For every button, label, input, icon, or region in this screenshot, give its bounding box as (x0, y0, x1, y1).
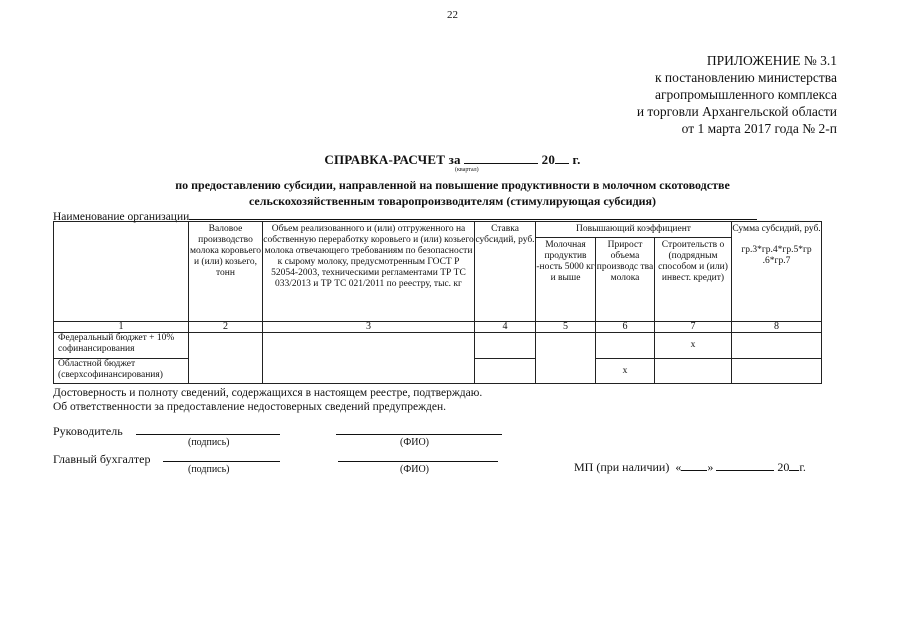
document-title (0, 151, 905, 168)
title-year: 20 (541, 152, 556, 167)
signature-caption: (подпись) (188, 437, 230, 448)
stamp-prefix: МП (при наличии) « (574, 460, 682, 474)
confirmation-text (53, 386, 482, 414)
appendix-block (637, 52, 837, 137)
head-name-line (336, 434, 502, 435)
appendix-line: от 1 марта 2017 года № 2-п (681, 121, 837, 136)
header-production-growth: Прирост объема производс тва молока (596, 238, 655, 322)
appendix-line: и торговли Архангельской области (636, 104, 837, 119)
name-caption: (ФИО) (400, 464, 430, 475)
cell-col5 (536, 333, 596, 384)
column-number: 4 (475, 322, 536, 333)
head-signature-line (136, 434, 280, 435)
header-coefficient-group: Повышающий коэффициент (536, 222, 732, 238)
document-subtitle (0, 177, 905, 209)
subsidy-sum-title: Сумма субсидий, руб. (732, 224, 821, 234)
column-number: 8 (732, 322, 822, 333)
accountant-signature-line (163, 461, 280, 462)
row-regional-budget: Областной бюджет (сверхсофинансирования) (54, 359, 189, 384)
subsidy-sum-formula: гр.3*гр.4*гр.5*гр .6*гр.7 (741, 245, 812, 266)
quarter-blank (464, 151, 538, 164)
appendix-line: к постановлению министерства (654, 70, 837, 85)
head-label: Руководитель (53, 424, 123, 438)
signature-caption: (подпись) (188, 464, 230, 475)
page-number: 22 (447, 9, 458, 21)
column-number: 2 (189, 322, 263, 333)
cell-regional-col4 (475, 359, 536, 384)
header-row-label (54, 222, 189, 322)
column-number: 6 (596, 322, 655, 333)
year-blank (555, 151, 569, 164)
quarter-note: (квартал) (455, 167, 479, 173)
accountant-label: Главный бухгалтер (53, 452, 151, 466)
header-gross-production: Валовое производство молока коровьего и (или) козьего, тонн (189, 222, 263, 322)
header-subsidy-rate: Ставка субсидий, руб. (475, 222, 536, 322)
header-milk-productivity: Молочная продуктив -ность 5000 кг и выше (536, 238, 596, 322)
stamp-suffix: г. (799, 460, 806, 474)
name-caption: (ФИО) (400, 437, 430, 448)
cell-federal-col4 (475, 333, 536, 359)
subtitle-line: по предоставлению субсидии, направленной на повышение продуктивности в молочном скотоводстве (175, 178, 730, 192)
column-number: 5 (536, 322, 596, 333)
day-blank (681, 460, 707, 471)
cell-federal-col7: x (655, 333, 732, 359)
cell-federal-col3 (263, 333, 475, 384)
row-federal-budget: Федеральный бюджет + 10% софинансирования (54, 333, 189, 359)
cell-federal-col2 (189, 333, 263, 384)
stamp-quote: » (707, 460, 714, 474)
confirmation-line: Об ответственности за предоставление недостоверных сведений предупрежден. (53, 401, 446, 413)
column-number: 3 (263, 322, 475, 333)
cell-regional-col6: x (596, 359, 655, 384)
cell-federal-col6 (596, 333, 655, 359)
column-number: 7 (655, 322, 732, 333)
month-blank (716, 460, 774, 471)
stamp-year: 20 (777, 460, 790, 474)
title-prefix: СПРАВКА-РАСЧЕТ за (324, 152, 461, 167)
cell-regional-col7 (655, 359, 732, 384)
subtitle-line: сельскохозяйственным товаропроизводителям (стимулирующая субсидия) (248, 194, 657, 208)
header-sold-volume: Объем реализованного и (или) отгруженного на собственную переработку коровьего и (или) козьего молока отвечающего требованиям по безопасности к сырому молоку, предусмотренным ГОСТ Р 52054-2003, техническими регламентами ТР ТС 033/2013 и ТР ТС 021/2011 по реестру, тыс. кг (263, 222, 475, 322)
appendix-line: ПРИЛОЖЕНИЕ № 3.1 (706, 53, 837, 68)
accountant-name-line (338, 461, 498, 462)
stamp-date-line (574, 460, 806, 475)
subsidy-table (53, 221, 822, 384)
title-suffix: г. (569, 152, 581, 167)
org-name-line (189, 209, 757, 220)
header-construction: Строительств о (подрядным способом и (или) инвест. кредит) (655, 238, 732, 322)
year-blank (789, 460, 799, 471)
cell-federal-col8 (732, 333, 822, 359)
cell-regional-col8 (732, 359, 822, 384)
appendix-line: агропромышленного комплекса (655, 87, 837, 102)
confirmation-line: Достоверность и полноту сведений, содержащихся в настоящем реестре, подтверждаю. (53, 387, 483, 399)
org-label: Наименование организации (53, 211, 190, 223)
column-number: 1 (54, 322, 189, 333)
header-subsidy-sum (732, 222, 822, 322)
